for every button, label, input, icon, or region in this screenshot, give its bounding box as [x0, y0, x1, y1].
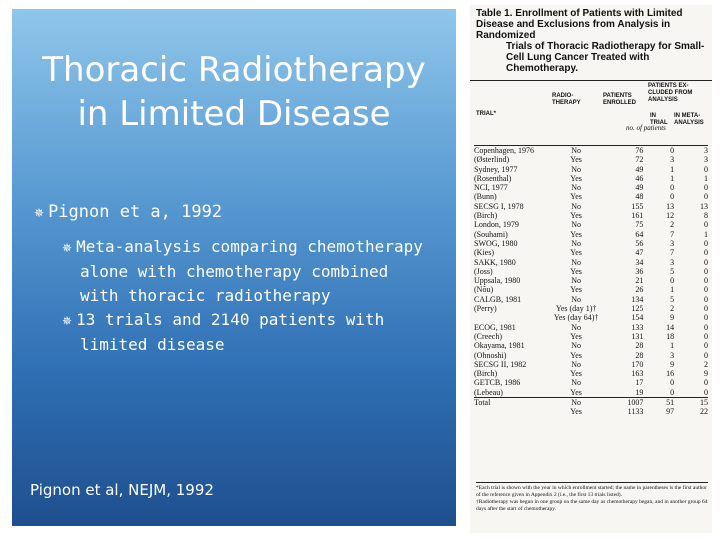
table-row — [474, 258, 708, 267]
table-row — [474, 202, 708, 211]
table-row — [474, 211, 708, 220]
table-cell: 154 — [631, 313, 644, 323]
units-label: no. of patients — [626, 124, 666, 132]
table-cell: 134 — [631, 294, 644, 304]
table-cell: 26 — [635, 285, 644, 295]
table-cell: (Lebeau) — [474, 387, 503, 397]
table-cell: No — [571, 238, 581, 248]
table-cell: 18 — [666, 331, 675, 341]
table-cell: (Creech) — [474, 331, 502, 341]
table-cell: 0 — [704, 313, 708, 323]
table-cell: Yes — [570, 407, 582, 417]
table-cell: 3 — [670, 155, 675, 165]
table-cell: 3 — [704, 155, 708, 165]
table-image — [470, 5, 712, 533]
bullet-icon: ✵ — [62, 314, 73, 328]
header-in-trial: IN TRIAL — [650, 113, 668, 126]
table-cell: 16 — [666, 369, 675, 379]
table-row — [474, 388, 708, 398]
table-cell: 1 — [670, 164, 675, 174]
table-cell: CALGB, 1981 — [474, 294, 522, 304]
table-cell: 0 — [704, 183, 708, 193]
table-cell: 0 — [704, 331, 708, 341]
table-cell: 3 — [670, 257, 675, 267]
table-cell: 0 — [670, 192, 675, 202]
table-cell: SAKK, 1980 — [474, 257, 516, 267]
table-cell: 49 — [635, 183, 644, 193]
table-cell: London, 1979 — [474, 220, 519, 230]
table-row — [474, 407, 708, 416]
sub-bullet-text: 13 trials and 2140 patients with limited disease — [76, 310, 385, 354]
table-cell: SECSG II, 1982 — [474, 359, 527, 369]
table-cell: Okayama, 1981 — [474, 341, 525, 351]
table-cell: 0 — [704, 248, 708, 258]
table-row — [474, 146, 708, 156]
table-cell: 0 — [704, 341, 708, 351]
table-cell: 2 — [670, 220, 675, 230]
table-cell: No — [571, 220, 581, 230]
table-row — [474, 155, 708, 164]
table-cell: 75 — [635, 220, 644, 230]
table-row — [474, 341, 708, 350]
header-excluded: PATIENTS EX-CLUDED FROM ANALYSIS — [648, 83, 693, 103]
table-cell: Yes — [570, 248, 582, 258]
table-cell: 47 — [635, 248, 644, 258]
table-cell: No — [571, 322, 581, 332]
table-cell: 0 — [670, 183, 675, 193]
table-cell: 0 — [704, 266, 708, 276]
table-row — [474, 378, 708, 387]
table-cell: 46 — [635, 173, 644, 183]
table-cell: 1 — [704, 173, 708, 183]
table-cell: Yes — [570, 192, 582, 202]
table-row — [474, 239, 708, 248]
table-cell: 28 — [635, 341, 644, 351]
table-row — [474, 220, 708, 229]
table-cell: ECOG, 1981 — [474, 322, 516, 332]
table-cell: No — [571, 183, 581, 193]
table-cell: No — [571, 378, 581, 388]
table-row — [474, 192, 708, 201]
table-cell: 0 — [670, 387, 675, 397]
table-cell: 34 — [635, 257, 644, 267]
table-cell: Yes — [570, 173, 582, 183]
table-row — [474, 285, 708, 294]
table-cell: 72 — [635, 155, 644, 165]
sub-bullet-item — [62, 235, 424, 308]
table-row — [474, 183, 708, 192]
table-cell: NCI, 1977 — [474, 183, 508, 193]
table-cell: (Kies) — [474, 248, 494, 258]
table-cell: 0 — [704, 322, 708, 332]
footnote-2: †Radiotherapy was begun in one group on the same day as chemotherapy began, and in another group 64 days after the start of chemotherapy. — [476, 499, 708, 512]
table-cell: 131 — [631, 331, 644, 341]
table-cell: Yes — [570, 155, 582, 165]
table-row — [474, 369, 708, 378]
table-cell: (Joss) — [474, 266, 493, 276]
table-cell: (Nõu) — [474, 285, 494, 295]
table-cell: 5 — [670, 266, 675, 276]
table-row — [474, 276, 708, 285]
table-cell: 3 — [670, 350, 675, 360]
table-cell: (Birch) — [474, 211, 498, 221]
table-cell: No — [548, 398, 604, 408]
table-cell: 0 — [704, 387, 708, 397]
table-row — [474, 351, 708, 360]
table-cell — [474, 407, 548, 416]
bullet-icon: ✵ — [62, 241, 73, 255]
table-cell: 0 — [704, 220, 708, 230]
table-header — [470, 80, 712, 139]
slide-title — [22, 48, 446, 136]
table-cell: 21 — [635, 276, 644, 286]
table-cell: (Perry) — [474, 304, 497, 314]
header-trial: TRIAL* — [476, 111, 496, 117]
table-cell: 76 — [635, 146, 644, 155]
table-cell — [474, 313, 548, 322]
table-cell: 22 — [700, 407, 708, 417]
table-cell: 7 — [670, 248, 675, 258]
table-cell: 28 — [635, 350, 644, 360]
table-cell: 133 — [631, 322, 644, 332]
table-cell: 163 — [631, 369, 644, 379]
table-cell: 8 — [704, 211, 708, 221]
table-row — [474, 398, 708, 408]
table-cell: Yes — [570, 387, 582, 397]
table-cell: 161 — [631, 211, 644, 221]
table-cell: No — [571, 146, 581, 155]
table-cell: (Ohnoshi) — [474, 350, 507, 360]
table-row — [474, 267, 708, 276]
table-cell: 7 — [670, 229, 675, 239]
table-cell: SECSG I, 1978 — [474, 201, 524, 211]
table-cell: 1007 — [604, 398, 643, 408]
table-cell: No — [571, 201, 581, 211]
table-cell: 2 — [704, 359, 708, 369]
table-cell: 5 — [670, 294, 675, 304]
table-cell: No — [571, 164, 581, 174]
table-cell: 64 — [635, 229, 644, 239]
bullet-icon: ✵ — [34, 206, 45, 220]
table-cell: 0 — [670, 146, 675, 155]
table-cell: 9 — [670, 359, 675, 369]
table-row — [474, 304, 708, 313]
table-row — [474, 332, 708, 341]
table-cell: Yes — [570, 229, 582, 239]
table-cell: 0 — [704, 276, 708, 286]
table-cell: Uppsala, 1980 — [474, 276, 521, 286]
table-cell: 1 — [704, 229, 708, 239]
header-patients-enrolled: PATIENTS ENROLLED — [603, 93, 636, 106]
table-title-line-2: Trials of Thoracic Radiotherapy for Small-Cell Lung Cancer Treated with Chemotherapy. — [506, 41, 705, 74]
table-cell: 14 — [666, 322, 675, 332]
table-cell: 155 — [631, 201, 644, 211]
table-cell: 9 — [670, 313, 675, 323]
table-row — [474, 230, 708, 239]
table-cell: 1 — [670, 341, 675, 351]
trials-table-body — [474, 146, 708, 417]
title-line-2: in Limited Disease — [77, 94, 391, 134]
table-cell: 9 — [704, 369, 708, 379]
table-cell: (Souhami) — [474, 229, 508, 239]
footnote-1: *Each trial is shown with the year in which enrollment started; the name in parentheses is the first author of the reference given in Appendix 2 (i.e., the first 13 trials listed). — [476, 485, 707, 498]
table-cell: Yes — [570, 211, 582, 221]
table-cell: (Birch) — [474, 369, 498, 379]
table-cell: 1 — [670, 173, 675, 183]
bullet-item — [34, 200, 424, 225]
table-row — [474, 248, 708, 257]
header-radiotherapy: RADIO-THERAPY — [552, 93, 581, 106]
table-footnotes — [476, 482, 708, 513]
table-cell: Sydney, 1977 — [474, 164, 518, 174]
table-row — [474, 165, 708, 174]
table-cell: 0 — [670, 378, 675, 388]
table-cell: GETCB, 1986 — [474, 378, 521, 388]
table-cell: 15 — [674, 398, 708, 408]
table-title — [476, 8, 712, 74]
table-cell: Yes — [570, 369, 582, 379]
citation: Pignon et al, NEJM, 1992 — [30, 481, 214, 499]
bullet-text: Pignon et a, 1992 — [48, 202, 223, 222]
table-cell: 2 — [670, 304, 675, 314]
table-cell: 51 — [643, 398, 674, 408]
table-title-line-1: Table 1. Enrollment of Patients with Limited Disease and Exclusions from Analysis in Randomized — [476, 8, 683, 41]
table-cell: 49 — [635, 164, 644, 174]
table-cell: 17 — [635, 378, 644, 388]
table-cell: SWOG, 1980 — [474, 238, 518, 248]
table-cell: No — [571, 276, 581, 286]
table-cell: 3 — [670, 238, 675, 248]
table-row — [474, 360, 708, 369]
sub-bullet-text: Meta-analysis comparing chemotherapy alone with chemotherapy combined with thoracic radiotherapy — [76, 237, 423, 305]
table-row — [474, 313, 708, 322]
table-cell: 1 — [670, 285, 675, 295]
table-cell: Yes (day 64)† — [553, 313, 599, 323]
table-cell: Copenhagen, 1976 — [474, 146, 534, 155]
table-cell: (Østerlind) — [474, 155, 510, 165]
table-cell: 13 — [700, 201, 708, 211]
table-row — [474, 295, 708, 304]
sub-bullet-item — [62, 308, 424, 357]
table-cell: 0 — [704, 304, 708, 314]
table-cell: 0 — [670, 276, 675, 286]
header-in-meta: IN META-ANALYSIS — [674, 113, 704, 126]
trials-table — [474, 145, 708, 417]
table-cell: 1133 — [627, 407, 644, 417]
table-cell: 19 — [635, 387, 644, 397]
table-cell: 0 — [704, 294, 708, 304]
table-row — [474, 323, 708, 332]
table-cell: No — [571, 294, 581, 304]
table-cell: 0 — [704, 257, 708, 267]
table-cell: No — [571, 359, 581, 369]
table-cell: (Rosenthal) — [474, 173, 512, 183]
table-row — [474, 174, 708, 183]
table-cell: 13 — [666, 201, 675, 211]
table-cell: 0 — [704, 164, 708, 174]
table-cell: Total — [474, 398, 548, 408]
table-cell: 12 — [666, 211, 675, 221]
table-cell: 170 — [631, 359, 644, 369]
table-cell: 48 — [635, 192, 644, 202]
table-cell: 0 — [704, 378, 708, 388]
table-cell: 0 — [704, 285, 708, 295]
table-cell: 97 — [666, 407, 675, 417]
table-cell: No — [571, 257, 581, 267]
table-cell: Yes (day 1)† — [555, 304, 597, 314]
table-cell: 0 — [704, 192, 708, 202]
table-cell: No — [571, 341, 581, 351]
table-cell: 0 — [704, 238, 708, 248]
table-cell: 56 — [635, 238, 644, 248]
table-cell: 36 — [635, 266, 644, 276]
table-cell: Yes — [570, 350, 582, 360]
table-cell: 0 — [704, 350, 708, 360]
table-cell: 3 — [704, 146, 708, 155]
table-cell: (Bunn) — [474, 192, 497, 202]
table-cell: Yes — [570, 266, 582, 276]
table-cell: Yes — [570, 331, 582, 341]
title-line-1: Thoracic Radiotherapy — [42, 50, 426, 90]
bullet-list — [34, 200, 424, 357]
table-cell: Yes — [570, 285, 582, 295]
table-cell: 125 — [631, 304, 644, 314]
